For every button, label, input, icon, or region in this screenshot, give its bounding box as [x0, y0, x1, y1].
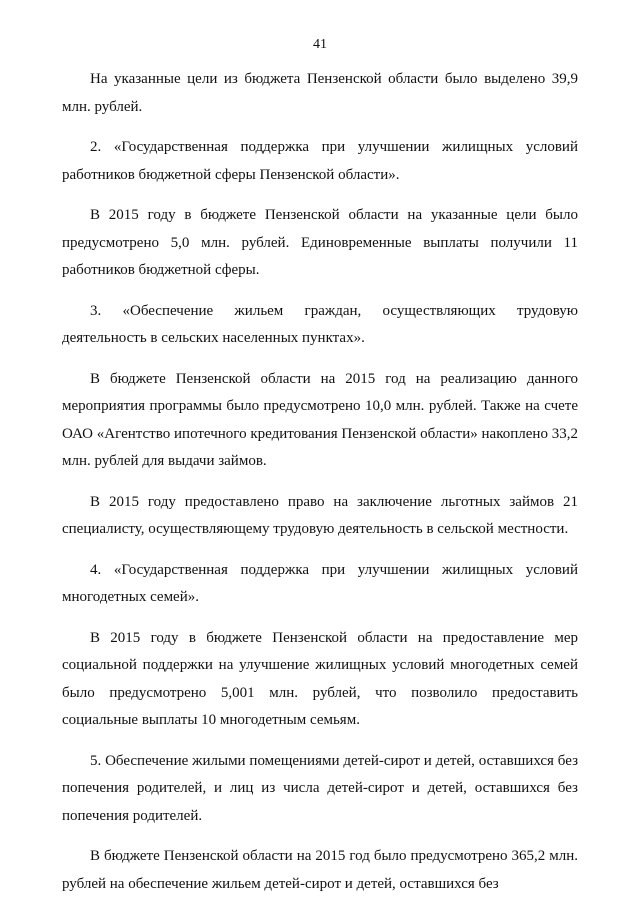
- paragraph-item-3-heading: 3. «Обеспечение жильем граждан, осуществляющих трудовую деятельность в сельских населенных пунктах».: [62, 302, 578, 346]
- paragraph-item-2-details: В 2015 году в бюджете Пензенской области на указанные цели было предусмотрено 5,0 млн. рублей. Единовременные выплаты получили 11 работников бюджетной сферы.: [62, 207, 578, 278]
- paragraph-item-4-details: В 2015 году в бюджете Пензенской области на предоставление мер социальной поддержки на улучшение жилищных условий многодетных семей было предусмотрено 5,001 млн. рублей, что позволило предоставить социальные выплаты 10 многодетным семьям.: [62, 629, 578, 728]
- document-body: [62, 66, 578, 911]
- page-number: 41: [313, 37, 327, 52]
- paragraph-item-5-heading: 5. Обеспечение жилыми помещениями детей-сирот и детей, оставшихся без попечения родителей, и лиц из числа детей-сирот и детей, оставшихся без попечения родителей.: [62, 752, 578, 824]
- paragraph-item-3-loans: В 2015 году предоставлено право на заключение льготных займов 21 специалисту, осуществляющему трудовую деятельность в сельской местности.: [62, 493, 578, 537]
- paragraph-item-5-budget: В бюджете Пензенской области на 2015 год было предусмотрено 365,2 млн. рублей на обеспечение жильем детей-сирот и детей, оставшихся без: [62, 848, 578, 892]
- paragraph-item-2-heading: 2. «Государственная поддержка при улучшении жилищных условий работников бюджетной сферы Пензенской области».: [62, 139, 578, 183]
- paragraph-item-3-budget: В бюджете Пензенской области на 2015 год на реализацию данного мероприятия программы было предусмотрено 10,0 млн. рублей. Также на счете ОАО «Агентство ипотечного кредитования Пензенской области» накоплено 33,2 млн. рублей для выдачи займов.: [62, 370, 578, 469]
- paragraph-item-4-heading: 4. «Государственная поддержка при улучшении жилищных условий многодетных семей».: [62, 561, 578, 605]
- paragraph-budget-allocated: На указанные цели из бюджета Пензенской области было выделено 39,9 млн. рублей.: [62, 71, 578, 115]
